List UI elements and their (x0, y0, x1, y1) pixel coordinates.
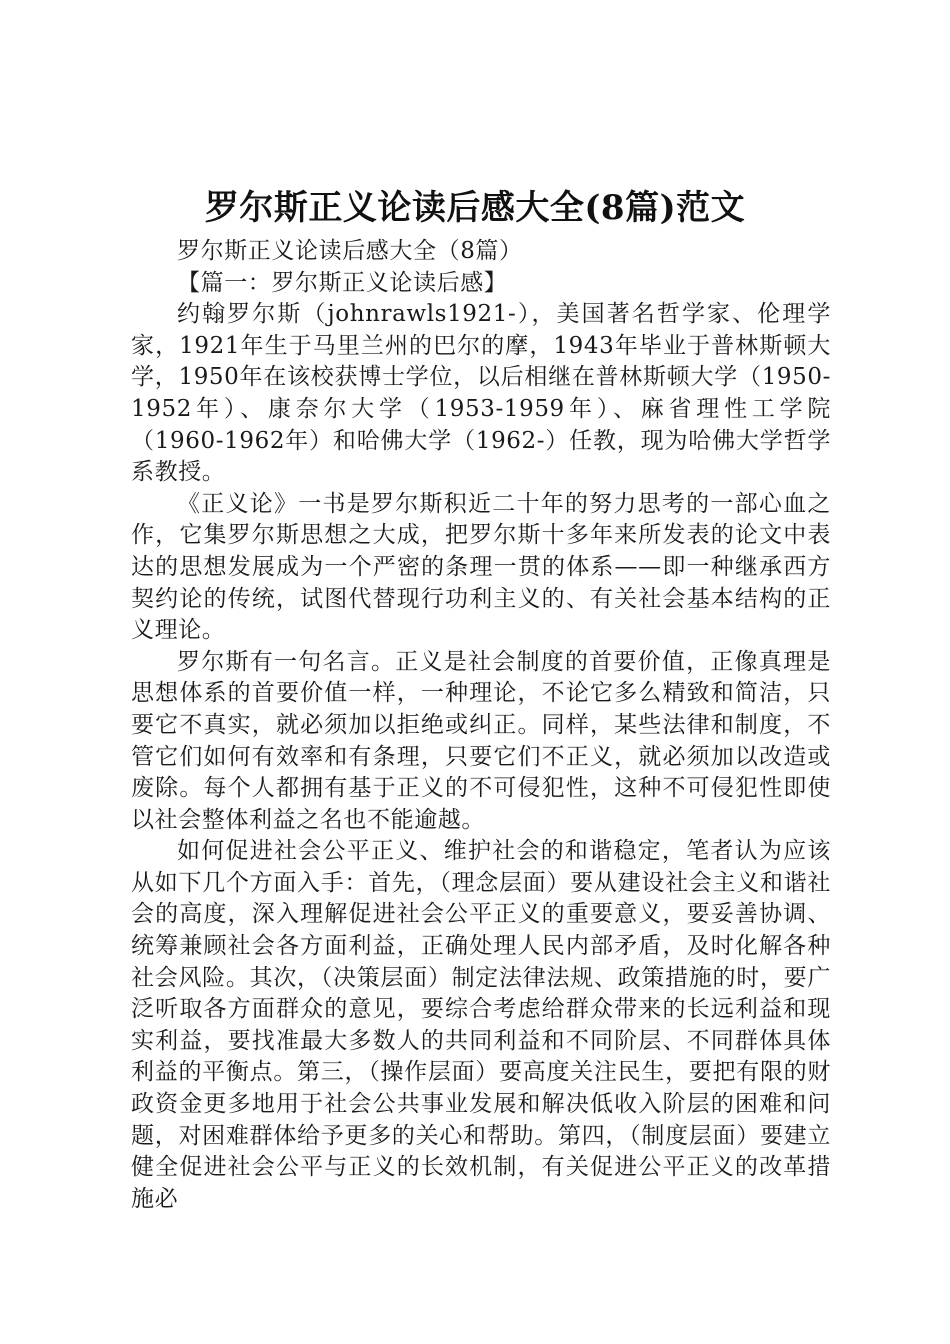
section-heading: 【篇一：罗尔斯正义论读后感】 (177, 269, 508, 296)
body-paragraph: 如何促进社会公平正义、维护社会的和谐稳定，笔者认为应该从如下几个方面入手：首先，（理念层面）要从建设社会主义和谐社会的高度，深入理解促进社会公平正义的重要意义，要妥善协调、统筹兼顾社会各方面利益，正确处理人民内部矛盾，及时化解各种社会风险。其次，（决策层面）制定法律法规、政策措施的时，要广泛听取各方面群众的意见，要综合考虑给群众带来的长远利益和现实利益，要找准最大多数人的共同利益和不同阶层、不同群体具体利益的平衡点。第三，（操作层面）要高度关注民生，要把有限的财政资金更多地用于社会公共事业发展和解决低收入阶层的困难和问题，对困难群体给予更多的关心和帮助。第四，（制度层面）要建立健全促进社会公平与正义的长效机制，有关促进公平正义的改革措施必 (131, 838, 831, 1212)
subtitle-paragraph: 罗尔斯正义论读后感大全（8篇） (177, 238, 523, 264)
document-body (131, 236, 831, 1215)
document-title: 罗尔斯正义论读后感大全(8篇)范文 (204, 188, 746, 228)
body-paragraph: 《正义论》一书是罗尔斯积近二十年的努力思考的一部心血之作，它集罗尔斯思想之大成，把罗尔斯十多年来所发表的论文中表达的思想发展成为一个严密的条理一贯的体系——即一种继承西方契约论的传统，试图代替现行功利主义的、有关社会基本结构的正义理论。 (131, 490, 831, 644)
body-paragraph: 罗尔斯有一句名言。正义是社会制度的首要价值，正像真理是思想体系的首要价值一样，一种理论，不论它多么精致和简洁，只要它不真实，就必须加以拒绝或纠正。同样，某些法律和制度，不管它们如何有效率和有条理，只要它们不正义，就必须加以改造或废除。每个人都拥有基于正义的不可侵犯性，这种不可侵犯性即使以社会整体利益之名也不能逾越。 (131, 648, 831, 833)
body-paragraph: 约翰罗尔斯（johnrawls1921-），美国著名哲学家、伦理学家，1921年生于马里兰州的巴尔的摩，1943年毕业于普林斯顿大学，1950年在该校获博士学位，以后相继在普林斯顿大学（1950-1952年）、康奈尔大学（1953-1959年）、麻省理性工学院（1960-1962年）和哈佛大学（1962-）任教，现为哈佛大学哲学系教授。 (131, 301, 831, 486)
